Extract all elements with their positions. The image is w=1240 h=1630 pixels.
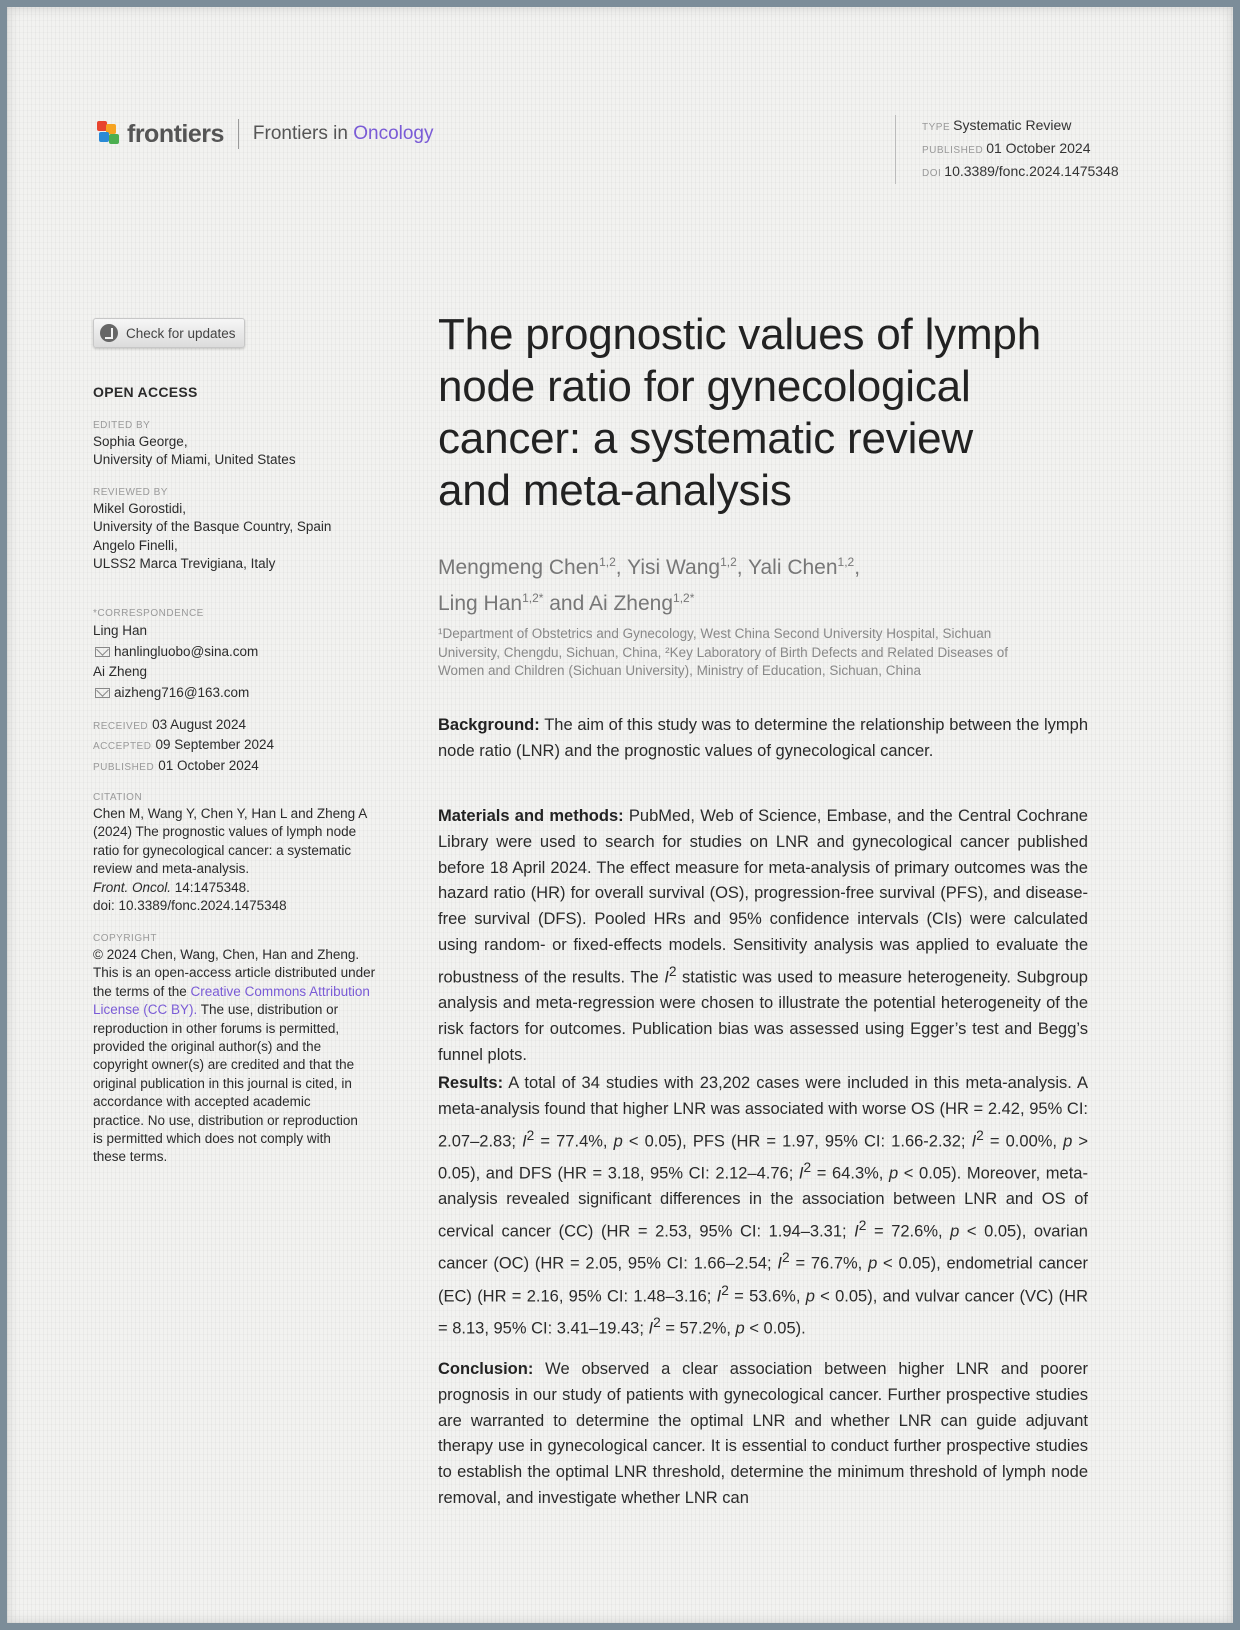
reviewer-affiliation: University of the Basque Country, Spain bbox=[93, 519, 332, 535]
abstract-conclusion bbox=[438, 1357, 1088, 1512]
meta-doi bbox=[922, 161, 1119, 184]
meta-doi-key: DOI bbox=[922, 168, 942, 179]
article-title bbox=[438, 309, 1098, 517]
title-line: node ratio for gynecological bbox=[438, 362, 971, 411]
abstract-text: < 0.05), ovarian cancer (OC) (HR = 2.05, 95% CI: 1.66–2.54; bbox=[438, 1222, 1088, 1273]
abstract-text: < 0.05), PFS (HR = 1.97, 95% CI: 1.66-2.32; bbox=[622, 1132, 972, 1151]
cc-license-link[interactable]: Creative Commons Attribution bbox=[190, 983, 370, 999]
logo-divider bbox=[238, 119, 239, 149]
copyright-text bbox=[93, 983, 403, 1001]
author-affil-sup: 1,2* bbox=[673, 591, 695, 605]
title-line: The prognostic values of lymph bbox=[438, 310, 1041, 359]
copyright-text: practice. No use, distribution or reproduction bbox=[93, 1112, 358, 1128]
editor-affiliation: University of Miami, United States bbox=[93, 452, 296, 468]
copyright-text: accordance with accepted academic bbox=[93, 1094, 311, 1110]
received-key: RECEIVED bbox=[93, 721, 149, 732]
edited-by-heading: EDITED BY bbox=[93, 420, 151, 431]
journal-name bbox=[253, 123, 434, 145]
abstract-text: = 57.2%, bbox=[660, 1319, 736, 1338]
author-name[interactable]: Ling Han bbox=[438, 592, 523, 615]
abstract-methods bbox=[438, 804, 1088, 1068]
correspondent-email-row[interactable] bbox=[93, 683, 403, 704]
mail-icon bbox=[95, 688, 110, 698]
accepted-value: 09 September 2024 bbox=[155, 737, 275, 753]
title-line: and meta-analysis bbox=[438, 466, 792, 515]
open-access-label: OPEN ACCESS bbox=[93, 384, 198, 400]
meta-published-value: 01 October 2024 bbox=[986, 140, 1091, 156]
section-label: Conclusion: bbox=[438, 1360, 534, 1378]
i-squared-symbol: I bbox=[716, 1287, 722, 1306]
correspondent-email-row[interactable] bbox=[93, 642, 403, 663]
copyright-text: copyright owner(s) are credited and that the bbox=[93, 1057, 355, 1073]
p-symbol: p bbox=[950, 1222, 960, 1241]
correspondent-name: Ai Zheng bbox=[93, 664, 148, 679]
correspondent-email[interactable]: hanlingluobo@sina.com bbox=[114, 643, 259, 659]
cc-license-link[interactable]: License (CC BY). bbox=[93, 1002, 198, 1018]
author-affil-sup: 1,2* bbox=[522, 591, 544, 605]
meta-doi-link[interactable]: 10.3389/fonc.2024.1475348 bbox=[944, 163, 1119, 179]
superscript: 2 bbox=[976, 1127, 984, 1143]
meta-type-value: Systematic Review bbox=[953, 117, 1072, 133]
superscript: 2 bbox=[803, 1159, 812, 1175]
abstract-text: = 64.3%, bbox=[811, 1164, 889, 1183]
abstract-text: statistic was used to measure heterogeneity. Subgroup analysis and meta-regression were chosen to illustrate the potential heterogeneity of the risk factors for outcomes. Publication bias was assessed using Egger’s test and Begg’s funnel plots. bbox=[438, 968, 1088, 1064]
author-list bbox=[438, 547, 1098, 619]
copyright-text: provided the original author(s) and the bbox=[93, 1039, 322, 1055]
reviewer-affiliation: ULSS2 Marca Trevigiana, Italy bbox=[93, 556, 276, 572]
copyright-text: reproduction in other forums is permitted, bbox=[93, 1020, 340, 1036]
superscript: 2 bbox=[721, 1282, 729, 1298]
author-name[interactable]: , Yisi Wang bbox=[615, 556, 721, 579]
mail-icon bbox=[95, 647, 110, 657]
p-symbol: p bbox=[889, 1164, 899, 1183]
abstract-text: = 0.00%, bbox=[983, 1132, 1064, 1151]
copyright-text: This is an open-access article distributed under bbox=[93, 965, 376, 981]
abstract-text: = 76.7%, bbox=[789, 1254, 869, 1273]
check-for-updates-button[interactable] bbox=[93, 318, 245, 348]
p-symbol: p bbox=[613, 1132, 623, 1151]
section-label: Materials and methods: bbox=[438, 807, 624, 825]
author-name[interactable]: Mengmeng Chen bbox=[438, 556, 600, 579]
published-value: 01 October 2024 bbox=[158, 757, 259, 773]
accepted-date bbox=[93, 736, 403, 756]
section-label: Results: bbox=[438, 1074, 504, 1092]
correspondence-section bbox=[93, 606, 403, 703]
author-affil-sup: 1,2 bbox=[837, 555, 855, 569]
section-label: Background: bbox=[438, 716, 540, 734]
abstract-text: A total of 34 studies with 23,202 cases were included in this meta-analysis. A meta-analysis found that higher LNR was associated with worse OS (HR = 2.42, 95% CI: 2.07–2.83; bbox=[438, 1074, 1088, 1151]
frontiers-logo-icon bbox=[97, 121, 123, 147]
citation-doi[interactable]: doi: 10.3389/fonc.2024.1475348 bbox=[93, 898, 287, 914]
article-meta bbox=[895, 115, 1119, 184]
p-symbol: p bbox=[735, 1319, 745, 1338]
abstract-text: = 53.6%, bbox=[728, 1287, 806, 1306]
received-value: 03 August 2024 bbox=[152, 717, 246, 732]
author-sep: , bbox=[854, 556, 861, 579]
author-affil-sup: 1,2 bbox=[720, 555, 737, 569]
abstract-results bbox=[438, 1071, 1088, 1342]
paper-page bbox=[7, 7, 1233, 1623]
meta-type-key: TYPE bbox=[922, 122, 951, 133]
dates-section bbox=[93, 716, 403, 777]
i-squared-symbol: I bbox=[664, 968, 669, 987]
author-name[interactable]: , Yali Chen bbox=[736, 556, 838, 579]
abstract-text: PubMed, Web of Science, Embase, and the Central Cochrane Library were used to search for studies on LNR and gynecological cancer published before 18 April 2024. The effect measure for meta-analysis of primary outcomes was the hazard ratio (HR) for overall survival (OS), progression-free survival (PFS), and disease-free survival (DFS). Pooled HRs and 95% confidence intervals (CIs) were calculated using random- or fixed-effects models. Sensitivity analysis was applied to evaluate the robustness of the results. The bbox=[438, 807, 1088, 987]
abstract-text: < 0.05), endometrial cancer (EC) (HR = 2.16, 95% CI: 1.48–3.16; bbox=[438, 1254, 1089, 1306]
published-key: PUBLISHED bbox=[93, 761, 155, 773]
copyright-text: is permitted which does not comply with bbox=[93, 1131, 331, 1147]
citation-heading: CITATION bbox=[93, 792, 143, 803]
received-date bbox=[93, 716, 403, 736]
edited-by-section bbox=[93, 418, 403, 470]
reviewed-by-section bbox=[93, 485, 403, 574]
abstract-background bbox=[438, 713, 1088, 765]
meta-published-key: PUBLISHED bbox=[922, 145, 984, 156]
author-line bbox=[438, 583, 1098, 619]
superscript: 2 bbox=[668, 963, 677, 979]
logo-wordmark: frontiers bbox=[127, 119, 224, 148]
copyright-text: original publication in this journal is cited, in bbox=[93, 1075, 352, 1091]
journal-accent: Oncology bbox=[353, 123, 434, 144]
citation-volume: 14:1475348. bbox=[171, 879, 250, 895]
correspondent-name: Ling Han bbox=[93, 623, 148, 638]
journal-prefix: Frontiers in bbox=[252, 123, 354, 144]
editor-name: Sophia George, bbox=[93, 434, 188, 449]
superscript: 2 bbox=[653, 1314, 661, 1330]
i-squared-symbol: I bbox=[798, 1164, 804, 1183]
superscript: 2 bbox=[526, 1127, 535, 1143]
citation-text: review and meta-analysis. bbox=[93, 861, 250, 877]
reviewed-by-heading: REVIEWED BY bbox=[93, 487, 168, 498]
citation-journal: Front. Oncol. bbox=[93, 879, 172, 895]
meta-type bbox=[922, 115, 1119, 138]
abstract-text: The aim of this study was to determine the relationship between the lymph node ratio (LNR) and the prognostic values of gynecological cancer. bbox=[438, 716, 1088, 760]
abstract-text: = 77.4%, bbox=[534, 1132, 614, 1151]
superscript: 2 bbox=[858, 1217, 867, 1233]
abstract-text: < 0.05). bbox=[744, 1319, 806, 1338]
abstract-text: = 72.6%, bbox=[866, 1222, 951, 1241]
author-affil-sup: 1,2 bbox=[599, 555, 616, 569]
affiliation-line: University, Chengdu, Sichuan, China, ²Key Laboratory of Birth Defects and Related Diseases of bbox=[438, 644, 1009, 660]
p-symbol: p bbox=[868, 1254, 878, 1273]
copyright-text bbox=[93, 1001, 403, 1019]
copyright-section bbox=[93, 931, 403, 1167]
affiliation-line: ¹Department of Obstetrics and Gynecology, West China Second University Hospital, Sichuan bbox=[438, 626, 992, 641]
affiliations bbox=[438, 625, 1078, 681]
frontiers-logo[interactable] bbox=[97, 119, 434, 149]
abstract-text: < 0.05), and vulvar cancer (VC) (HR = 8.13, 95% CI: 3.41–19.43; bbox=[438, 1287, 1088, 1338]
author-line bbox=[438, 547, 1098, 583]
i-squared-symbol: I bbox=[971, 1132, 977, 1151]
check-updates-label: Check for updates bbox=[126, 325, 236, 341]
i-squared-symbol: I bbox=[854, 1222, 859, 1241]
published-date bbox=[93, 757, 403, 777]
citation-text: (2024) The prognostic values of lymph node bbox=[93, 824, 357, 840]
author-name[interactable]: and Ai Zheng bbox=[543, 592, 674, 615]
copyright-text: The use, distribution or bbox=[197, 1002, 339, 1018]
copyright-heading: COPYRIGHT bbox=[93, 933, 157, 944]
i-squared-symbol: I bbox=[522, 1132, 527, 1151]
i-squared-symbol: I bbox=[648, 1319, 654, 1338]
abstract-text: < 0.05). Moreover, meta-analysis revealed significant differences in the association between LNR and OS of cervical cancer (CC) (HR = 2.53, 95% CI: 1.94–3.31; bbox=[438, 1164, 1088, 1241]
citation-section bbox=[93, 790, 403, 915]
citation-text: Chen M, Wang Y, Chen Y, Han L and Zheng A bbox=[93, 806, 368, 821]
reviewer-name: Angelo Finelli, bbox=[93, 537, 178, 553]
abstract-text: > 0.05), and DFS (HR = 3.18, 95% CI: 2.12–4.76; bbox=[438, 1132, 1088, 1183]
reviewer-name: Mikel Gorostidi, bbox=[93, 501, 187, 516]
abstract-text: We observed a clear association between higher LNR and poorer prognosis in our study of patients with gynecological cancer. Further prospective studies are warranted to determine the optimal LNR and whether LNR can guide adjuvant therapy use in gynecological cancer. It is essential to conduct further prospective studies to establish the optimal LNR threshold, determine the minimum threshold of lymph node removal, and investigate whether LNR can bbox=[438, 1360, 1088, 1507]
title-line: cancer: a systematic review bbox=[438, 414, 973, 463]
citation-text: ratio for gynecological cancer: a systematic bbox=[93, 842, 352, 858]
copyright-text: these terms. bbox=[93, 1149, 168, 1165]
copyright-text: © 2024 Chen, Wang, Chen, Han and Zheng. bbox=[93, 947, 360, 962]
p-symbol: p bbox=[1063, 1132, 1073, 1151]
check-updates-icon bbox=[100, 324, 118, 342]
affiliation-line: Women and Children (Sichuan University), Ministry of Education, Sichuan, China bbox=[438, 663, 921, 678]
accepted-key: ACCEPTED bbox=[93, 741, 152, 753]
citation-journal-line bbox=[93, 879, 403, 897]
i-squared-symbol: I bbox=[777, 1254, 782, 1273]
p-symbol: p bbox=[805, 1287, 815, 1306]
correspondent-email[interactable]: aizheng716@163.com bbox=[114, 684, 250, 700]
meta-published bbox=[922, 138, 1119, 161]
copyright-text: the terms of the bbox=[93, 983, 191, 999]
superscript: 2 bbox=[782, 1250, 790, 1266]
correspondence-heading: *CORRESPONDENCE bbox=[93, 608, 204, 619]
